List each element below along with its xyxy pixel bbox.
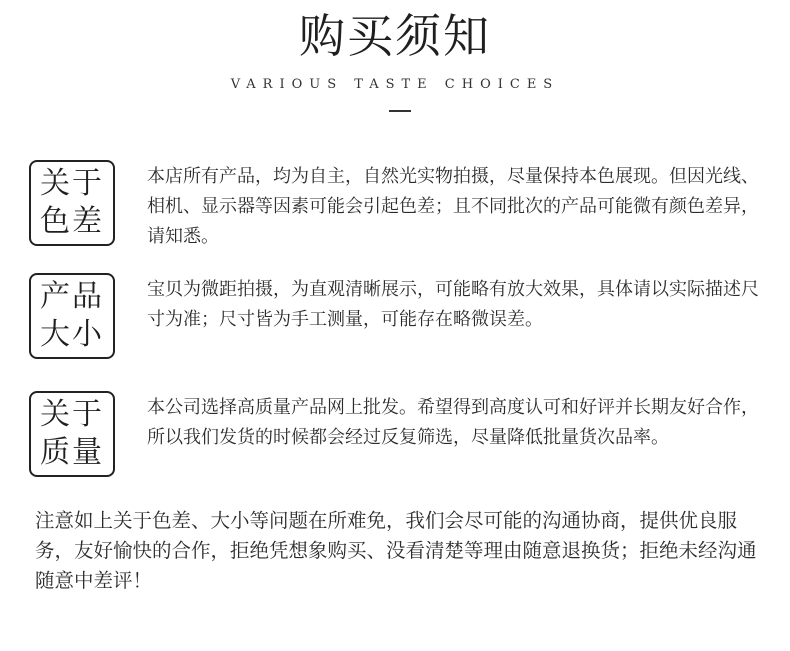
badge-line-2: 色差 bbox=[40, 204, 104, 239]
section-text: 本公司选择高质量产品网上批发。希望得到高度认可和好评并长期友好合作，所以我们发货的时候都会经过反复筛选，尽量降低批量货次品率。 bbox=[147, 397, 759, 448]
section-badge bbox=[29, 160, 115, 246]
section-badge bbox=[29, 391, 115, 477]
badge-line-1: 产品 bbox=[40, 279, 104, 314]
page-subtitle: VARIOUS TASTE CHOICES bbox=[230, 77, 560, 92]
page-title: 购买须知 bbox=[299, 9, 491, 63]
title-divider bbox=[389, 110, 411, 112]
badge-line-1: 关于 bbox=[40, 397, 104, 432]
section-text: 本店所有产品，均为自主，自然光实物拍摄，尽量保持本色展现。但因光线、相机、显示器等因素可能会引起色差；且不同批次的产品可能微有颜色差异，请知悉。 bbox=[147, 166, 759, 247]
notice-text: 注意如上关于色差、大小等问题在所难免，我们会尽可能的沟通协商，提供优良服务，友好愉快的合作，拒绝凭想象购买、没看清楚等理由随意退换货；拒绝未经沟通随意中差评！ bbox=[35, 509, 757, 592]
section-badge bbox=[29, 273, 115, 359]
badge-line-2: 质量 bbox=[40, 435, 104, 470]
section-text: 宝贝为微距拍摄，为直观清晰展示，可能略有放大效果，具体请以实际描述尺寸为准；尺寸皆为手工测量，可能存在略微误差。 bbox=[147, 279, 759, 330]
badge-line-2: 大小 bbox=[40, 317, 104, 352]
badge-line-1: 关于 bbox=[40, 166, 104, 201]
